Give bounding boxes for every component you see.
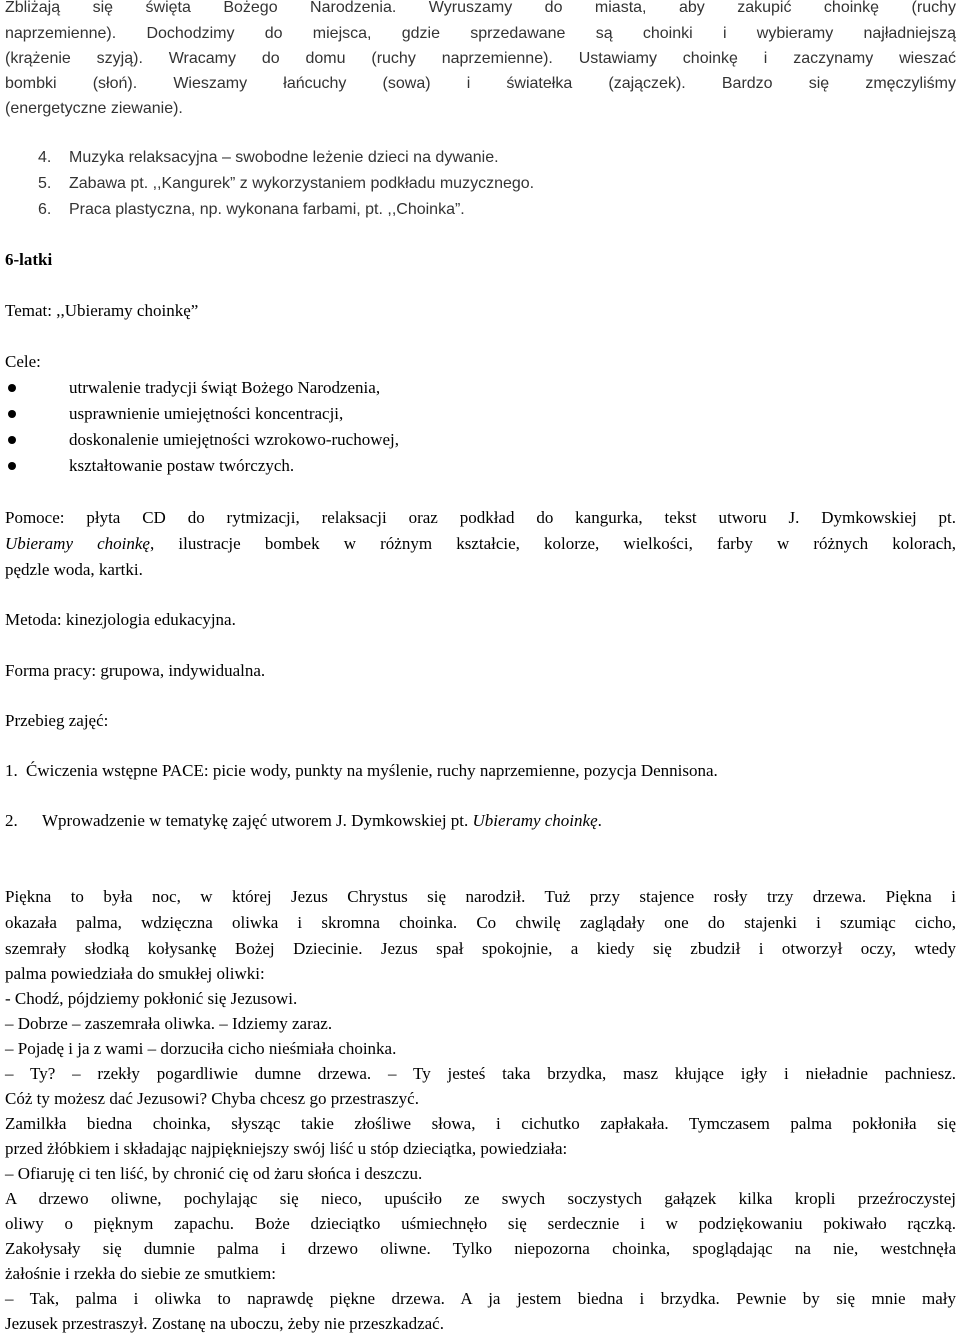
topic-line: Temat: ,,Ubieramy choinkę” [5, 301, 199, 320]
story-line: Zakołysały się dumnie palma i drzewo oliwne. Tylko niepozorna choinka, spoglądając na nie, westchnęła [5, 1239, 956, 1258]
list-item [38, 171, 956, 197]
bullet-icon [8, 384, 16, 392]
aids-line [5, 531, 956, 557]
story-line: Zamilkła biedna choinka, słysząc takie złośliwe słowa, i cichutko zapłakała. Tymczasem palma pokłoniła się [5, 1114, 956, 1133]
aids-text: , ilustracje bombek w różnym kształcie, kolorze, wielkości, farby w różnych kolorach, [149, 534, 956, 553]
list-text: Zabawa pt. ,,Kangurek” z wykorzystaniem podkładu muzycznego. [69, 175, 535, 192]
list-number: 1. [5, 761, 18, 780]
bullet-icon [8, 410, 16, 418]
bullet-icon [8, 436, 16, 444]
intro-line: (krążenie szyją). Wracamy do domu (ruchy naprzemienne). Ustawiamy choinkę i zaczynamy wieszać [5, 50, 956, 67]
bullet-icon [8, 462, 16, 470]
course-item [5, 758, 956, 784]
story-line: oliwy o pięknym zapachu. Boże dzieciątko uśmiechnęło się serdecznie i w podziękowaniu pokiwało rączką. [5, 1214, 956, 1233]
list-text: Praca plastyczna, np. wykonana farbami, pt. ,,Choinka”. [69, 201, 465, 218]
story-line: Piękna to była noc, w której Jezus Chrystus się narodził. Tuż przy stajence rosły trzy drzewa. Piękna i [5, 887, 956, 906]
aids-line: pędzle woda, kartki. [5, 560, 143, 579]
story-line: Cóż ty możesz dać Jezusowi? Chyba chcesz go przestraszyć. [5, 1089, 419, 1108]
list-number: 4. [38, 149, 52, 166]
intro-line: bombki (słoń). Wieszamy łańcuchy (sowa) i światełka (zajączek). Bardzo się zmęczyliśmy [5, 75, 956, 92]
course-item [5, 808, 956, 834]
intro-line: naprzemienne). Dochodzimy do miejsca, gdzie sprzedawane są choinki i wybieramy najładniejszą [5, 25, 956, 42]
goal-text: usprawnienie umiejętności koncentracji, [69, 404, 344, 423]
method-line: Metoda: kinezjologia edukacyjna. [5, 610, 236, 629]
form-line: Forma pracy: grupowa, indywidualna. [5, 661, 266, 680]
goal-text: utrwalenie tradycji świąt Bożego Narodzenia, [69, 378, 381, 397]
list-text: Ćwiczenia wstępne PACE: picie wody, punkty na myślenie, ruchy naprzemienne, pozycja Dennisona. [26, 761, 718, 780]
story-line: żałośnie i rzekła do siebie ze smutkiem: [5, 1264, 276, 1283]
list-text: Muzyka relaksacyjna – swobodne leżenie dzieci na dywanie. [69, 149, 499, 166]
list-text-end: . [597, 811, 602, 830]
story-line: – Dobrze – zaszemrała oliwka. – Idziemy zaraz. [5, 1014, 333, 1033]
list-item [38, 145, 956, 171]
intro-line: (energetyczne ziewanie). [5, 100, 183, 117]
story-line: – Tak, palma i oliwka to naprawdę piękne drzewa. A ja jestem biedna i brzydka. Pewnie by się mnie mały [5, 1289, 956, 1308]
aids-line: Pomoce: płyta CD do rytmizacji, relaksacji oraz podkład do kangurka, tekst utworu J. Dymkowskiej pt. [5, 508, 956, 527]
story-line: szemrały słodką kołysankę Bożej Dziecinie. Jezus spał spokojnie, a kiedy się zbudził i otworzył oczy, wtedy [5, 939, 956, 958]
title-italic: Ubieramy choinkę [472, 811, 598, 830]
story-line: – Pojadę i ja z wami – dorzuciła cicho nieśmiała choinka. [5, 1039, 397, 1058]
story-line: przed żłóbkiem i składając najpiękniejszy swój liść u stóp dzieciątka, powiedziała: [5, 1139, 568, 1158]
story-line: Jezusek przestraszył. Zostanę na uboczu, żeby nie przeszkadzać. [5, 1314, 444, 1333]
story-line: - Chodź, pójdziemy pokłonić się Jezusowi. [5, 989, 298, 1008]
section-heading: 6-latki [5, 250, 53, 269]
course-label: Przebieg zajęć: [5, 711, 109, 730]
title-italic: Ubieramy choinkę [5, 534, 150, 553]
intro-line: Zbliżają się święta Bożego Narodzenia. Wyruszamy do miasta, aby zakupić choinkę (ruchy [5, 0, 956, 16]
story-line: A drzewo oliwne, pochylając się nieco, upuściło ze swych soczystych gałązek kilka kropli przeźroczystej [5, 1189, 956, 1208]
story-line: palma powiedziała do smukłej oliwki: [5, 964, 265, 983]
goal-text: doskonalenie umiejętności wzrokowo-ruchowej, [69, 430, 399, 449]
list-number: 2. [5, 811, 18, 830]
list-text: Wprowadzenie w tematykę zajęć utworem J. Dymkowskiej pt. [42, 811, 473, 830]
list-number: 5. [38, 175, 52, 192]
story-line: okazała palma, wdzięczna oliwka i skromna choinka. Co chwilę zaglądały one do stajenki i szumiąc cicho, [5, 913, 956, 932]
list-number: 6. [38, 201, 52, 218]
goal-text: kształtowanie postaw twórczych. [69, 456, 295, 475]
goals-label: Cele: [5, 352, 41, 371]
list-item [38, 197, 956, 223]
story-line: – Ty? – rzekły pogardliwie dumne drzewa. – Ty jesteś taka brzydka, masz kłujące igły i nieładnie pachniesz. [5, 1064, 956, 1083]
story-line: – Ofiaruję ci ten liść, by chronić cię od żaru słońca i deszczu. [5, 1164, 423, 1183]
